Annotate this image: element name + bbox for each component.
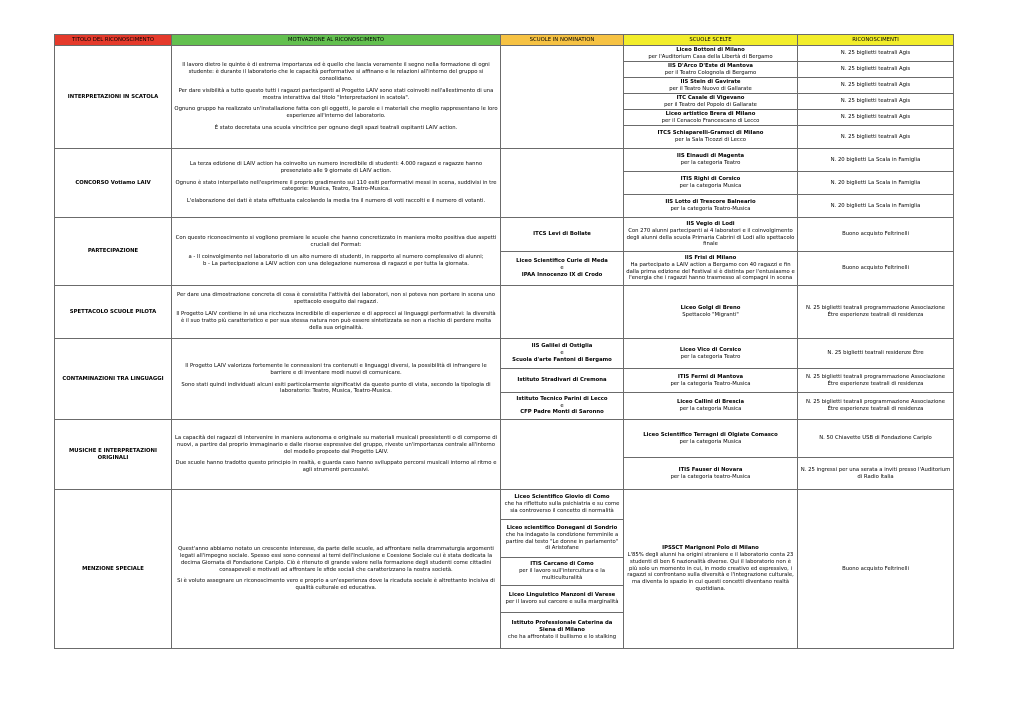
selected-school [624,339,798,369]
school-desc: per il lavoro sull'intercultura e la multiculturalità [519,568,605,581]
table-row [55,46,954,62]
motivation-line: b - La partecipazione a LAIV action con una delegazione numerosa di ragazzi e per tutta la giornata. [202,260,469,267]
nomination-school [501,339,624,369]
school-desc: per la categoria Teatro-Musica [670,380,751,387]
award-motivation [172,218,501,286]
award-motivation [172,149,501,218]
school-name: ITC Casale di Vigevano [676,94,745,101]
selected-school [624,110,798,126]
motivation-paragraph: L'elaborazione dei dati è stata effettuata calcolando la media tra il numero di voti raccolti e il numero di votanti. [186,198,486,205]
prize: N. 25 biglietti teatrali programmazione Associazione Étre esperienze teatrali di residenza [798,393,954,420]
nomination-school [501,490,624,520]
school-name: Istituto Stradivari di Cremona [517,377,607,383]
school-desc: per la categoria teatro-Musica [670,473,751,480]
nomination-cell [501,149,624,218]
header-nomination: SCUOLE IN NOMINATION [501,35,624,46]
school-desc: Spettacolo "Migranti" [682,312,739,318]
motivation-paragraph: Ognuno gruppo ha realizzato un'installazione fatta con gli oggetti, le parole e i materiali che meglio rappresentano le loro esperienze all'interno del laboratorio. [174,106,498,120]
nomination-school [501,586,624,613]
nomination-cell [501,286,624,339]
award-title: PARTECIPAZIONE [55,218,172,286]
school-name: Liceo Bottoni di Milano [676,46,745,53]
award-title: CONTAMINAZIONI TRA LINGUAGGI [55,339,172,420]
school-name: IIS Stein di Gavirate [680,78,741,85]
header-motivazione: MOTIVAZIONE AL RICONOSCIMENTO [172,35,501,46]
motivation-paragraph: Per dare una dimostrazione concreta di cosa è consistita l'attività dei laboratori, non si poteva non portare in scena uno spettacolo eseguito dai ragazzi. [176,292,496,306]
prize: N. 20 biglietti La Scala in Famiglia [798,149,954,172]
motivation-paragraph: Si è voluto assegnare un riconoscimento vero e proprio a un'esperienza dove la ricaduta sociale è altrettanto incisiva di qualità culturale ed educativa. [177,578,495,592]
school-name: IIS Vegio di Lodi [686,220,735,227]
award-title: MUSICHE E INTERPRETAZIONI ORIGINALI [55,420,172,490]
school-desc: per il lavoro sul carcere e sulla marginalità [505,599,619,605]
school-name: CFP Padre Monti di Saronno [520,409,604,416]
school-name: Liceo Linguistico Manzoni di Varese [508,592,616,599]
nomination-school [501,369,624,393]
school-desc: che ha riflettuto sulla psichiatria e su come sia controverso il concetto di normalità [504,501,620,514]
school-name: Liceo scientifico Donegani di Sondrio [506,524,618,531]
award-motivation [172,490,501,649]
prize: N. 25 ingressi per una serata a inviti presso l'Auditorium di Radio Italia [798,458,954,490]
school-name: Liceo Callini di Brescia [676,399,745,406]
school-desc: per la categoria Musica [679,183,742,189]
school-name: IPAA Innocenzo IX di Crodo [521,271,603,278]
prize: N. 25 biglietti teatrali Agis [798,62,954,78]
motivation-line: a - Il coinvolgimento nel laboratorio di un alto numero di studenti, in rapporto al numero complessivo di alunni; [188,254,484,260]
prize: N. 25 biglietti teatrali programmazione Associazione Étre esperienze teatrali di residenza [798,369,954,393]
prize: N. 25 biglietti teatrali Agis [798,110,954,126]
selected-school [624,94,798,110]
table-row [55,490,954,520]
award-motivation [172,339,501,420]
school-name: ITCS Levi di Bollate [533,231,591,237]
school-name: Liceo artistico Brera di Milano [665,110,756,117]
motivation-paragraph: La terza edizione di LAIV action ha coinvolto un numero incredibile di studenti: 4.000 ragazzi e ragazze hanno presenziato alle 9 giornate di LAIV action. [189,160,483,174]
selected-school [624,218,798,252]
header-riconoscimenti: RICONOSCIMENTI [798,35,954,46]
school-desc: per la categoria Teatro [680,160,741,166]
school-name: IIS Galilei di Ostiglia [531,343,593,350]
award-title: CONCORSO Votiamo LAIV [55,149,172,218]
table-row [55,420,954,458]
nomination-school [501,613,624,649]
motivation-paragraph [174,254,498,268]
motivation-paragraph: Il Progetto LAIV contiene in sé una ricchezza incredibile di esperienze e di approcci ai linguaggi performativi: la diversità è il suo tratto più caratteristico e per sua stessa natura non può essere sintetizzata se non a rischio di perdere molta della sua originalità. [176,311,496,331]
school-name: ITIS Carcano di Como [530,561,594,568]
motivation-paragraph: Due scuole hanno tradotto questo principio in realtà, e guarda caso hanno sviluppato percorsi musicali intorno al ritmo e agli strumenti percussivi. [175,460,497,474]
school-name: Liceo Scientifico Terragni di Olgiate Comasco [643,431,778,438]
table-row [55,286,954,339]
school-name: Liceo Vico di Corsico [679,346,742,353]
conjunction: e [560,350,564,356]
motivation-paragraph: La capacità dei ragazzi di intervenire in maniera autonoma e originale su materiali musicali preesistenti o di comporne di nuovi, a partire dal proprio immaginario e dalle risorse espressive del gruppo, riveste un'importanza centrale all'interno del modello proposto dal Progetto LAIV. [174,434,498,455]
prize: N. 25 biglietti teatrali Agis [798,78,954,94]
motivation-paragraph: Sono stati quindi individuati alcuni esiti particolarmente significativi da questo punto di vista, secondo la tipologia di laboratorio: Teatro, Musica, Teatro-Musica. [181,381,491,395]
school-name: IIS D'Arco D'Este di Mantova [668,62,753,69]
motivation-paragraph: Il lavoro dietro le quinte è di estrema importanza ed è quello che lascia veramente il segno nella formazione di ogni studente: è durante il laboratorio che le capacità performative si affinano e le relazioni all'interno del gruppo si consolidano. [182,61,490,82]
school-name: Liceo Golgi di Breno [680,305,741,312]
award-motivation [172,420,501,490]
selected-school [624,393,798,420]
selected-school [624,195,798,218]
school-desc: per la Sala Ticozzi di Lecco [674,137,746,143]
header-titolo: TITOLO DEL RICONOSCIMENTO [55,35,172,46]
prize: Buono acquisto Feltrinelli [798,490,954,649]
prize: N. 20 biglietti La Scala in Famiglia [798,172,954,195]
school-name: ITIS Fauser di Novara [678,466,743,473]
selected-school [624,149,798,172]
header-row [55,35,954,46]
selected-school [624,286,798,339]
school-desc: L'85% degli alunni ha origini straniere e il laboratorio conta 23 studenti di ben 6 nazionalità diverse. Qui il laboratorio non è più solo un momento in cui, in modo creativo ed espressivo, i ragazzi si confrontano sulla diversità e l'integrazione culturale, ma diventa lo spazio in cui questi concetti diventano realtà quotidiana. [627,551,794,593]
table-row [55,218,954,252]
award-title: MENZIONE SPECIALE [55,490,172,649]
nomination-cell [501,420,624,490]
prize: Buono acquisto Feltrinelli [798,252,954,286]
table-row [55,339,954,369]
selected-school [624,126,798,149]
school-desc: per il Teatro del Popolo di Gallarate [664,101,757,108]
school-name: IIS Frisi di Milano [684,254,737,261]
school-name: Istituto Professionale Caterina da Siena di Milano [511,620,613,633]
award-title: INTERPRETAZIONI IN SCATOLA [55,46,172,149]
motivation-paragraph: Ognuno è stato interpellato nell'esprimere il proprio gradimento sui 110 esiti performativi messi in scena, suddivisi in tre categorie: Musica, Teatro, Teatro-Musica. [175,179,497,193]
selected-school [624,46,798,62]
prize: N. 25 biglietti teatrali Agis [798,46,954,62]
school-desc: per il Teatro Nuovo di Gallarate [669,85,752,92]
selected-school [624,62,798,78]
motivation-paragraph: Il Progetto LAIV valorizza fortemente le connessioni tra contenuti e linguaggi diversi, la possibilità di infrangere le barriere e di inventare modi nuovi di comunicare. [185,362,487,376]
award-motivation [172,46,501,149]
nomination-school [501,218,624,252]
school-name: Istituto Tecnico Parini di Lecco [516,395,608,402]
school-desc: Ha partecipato a LAIV action a Bergamo con 40 ragazzi e fin dalla prima edizione del Festival si è distinta per l'entusiasmo e l'energia che i ragazzi hanno trasmesso al compagni in scena [626,261,795,282]
nomination-school [501,393,624,420]
school-name: IIS Einaudi di Magenta [676,153,745,160]
prize: N. 20 biglietti La Scala in Famiglia [798,195,954,218]
school-name: Scuola d'arte Fantoni di Bergamo [512,356,612,363]
school-desc: per la categoria Teatro [680,353,741,360]
conjunction: e [560,402,564,409]
school-desc: Con 270 alunni partecipanti ai 4 laboratori e il coinvolgimento degli alunni della scuola Primaria Cabrini di Lodi allo spettacolo finale [626,227,795,248]
school-name: ITIS Righi di Corsico [680,176,741,183]
selected-school [624,369,798,393]
school-desc: che ha affrontato il bullismo e lo stalking [507,633,617,640]
motivation-paragraph: Con questo riconoscimento si vogliono premiare le scuole che hanno concretizzato in maniera molto positiva due aspetti cruciali del Format: [175,235,497,249]
school-desc: per la categoria Musica [679,406,742,412]
school-name: ITIS Fermi di Mantova [677,373,744,380]
motivation-paragraph: Per dare visibilità a tutto questo tutti i ragazzi partecipanti al Progetto LAIV sono stati coinvolti nell'allestimento di una mostra interattiva dal titolo "Interpretazioni in scatola". [178,87,494,101]
school-name: Liceo Scientifico Giovio di Como [514,494,610,501]
table-row [55,149,954,172]
nomination-school [501,252,624,286]
selected-school [624,252,798,286]
selected-school [624,458,798,490]
prize: N. 25 biglietti teatrali residenze Étre [798,339,954,369]
motivation-paragraph: È stato decretata una scuola vincitrice per ognuno degli spazi teatrali ospitanti LAIV action. [214,125,458,132]
prize: N. 25 biglietti teatrali Agis [798,94,954,110]
motivation-paragraph: Quest'anno abbiamo notato un crescente interesse, da parte delle scuole, ad affrontare nella drammaturgia argomenti legati all'impegno sociale. Spesso essi sono connessi ai temi dell'Inclusione e Coesione Sociale cui è stata dedicata la decima Giornata di Fondazione Cariplo. Ciò è ritenuto di grande valore nella formazione degli studenti come cittadini consapevoli e motivati ad affrontare le sfide sociali che caratterizzano la nostra società. [178,545,494,573]
school-name: IIS Lotto di Trescore Balneario [665,199,756,206]
prize: Buono acquisto Feltrinelli [798,218,954,252]
school-desc: per la categoria Teatro-Musica [670,206,751,212]
selected-school [624,490,798,649]
school-name: Liceo Scientifico Curie di Meda [516,258,608,265]
nomination-school [501,558,624,586]
school-desc: per il Teatro Colognola di Bergamo [664,69,757,76]
school-desc: per il Cenacolo Francescano di Lecco [661,117,760,124]
awards-table [54,34,954,649]
selected-school [624,420,798,458]
school-name: IPSSCT Marignoni Polo di Milano [662,544,759,551]
school-desc: che ha indagato la condizione femminile a partire dal testo "Le donne in parlamento" di Aristofane [505,531,619,552]
school-desc: per l'Auditorium Casa della Libertà di Bergamo [648,53,773,60]
school-desc: per la categoria Musica [679,438,742,445]
prize: N. 50 Chiavette USB di Fondazione Cariplo [798,420,954,458]
conjunction: e [560,265,564,271]
prize: N. 25 biglietti teatrali programmazione Associazione Étre esperienze teatrali di residenza [798,286,954,339]
header-scelte: SCUOLE SCELTE [624,35,798,46]
selected-school [624,78,798,94]
nomination-cell [501,46,624,149]
selected-school [624,172,798,195]
prize: N. 25 biglietti teatrali Agis [798,126,954,149]
award-motivation [172,286,501,339]
nomination-school [501,520,624,558]
school-name: ITCS Schiaparelli-Gramsci di Milano [657,130,764,137]
award-title: SPETTACOLO SCUOLE PILOTA [55,286,172,339]
